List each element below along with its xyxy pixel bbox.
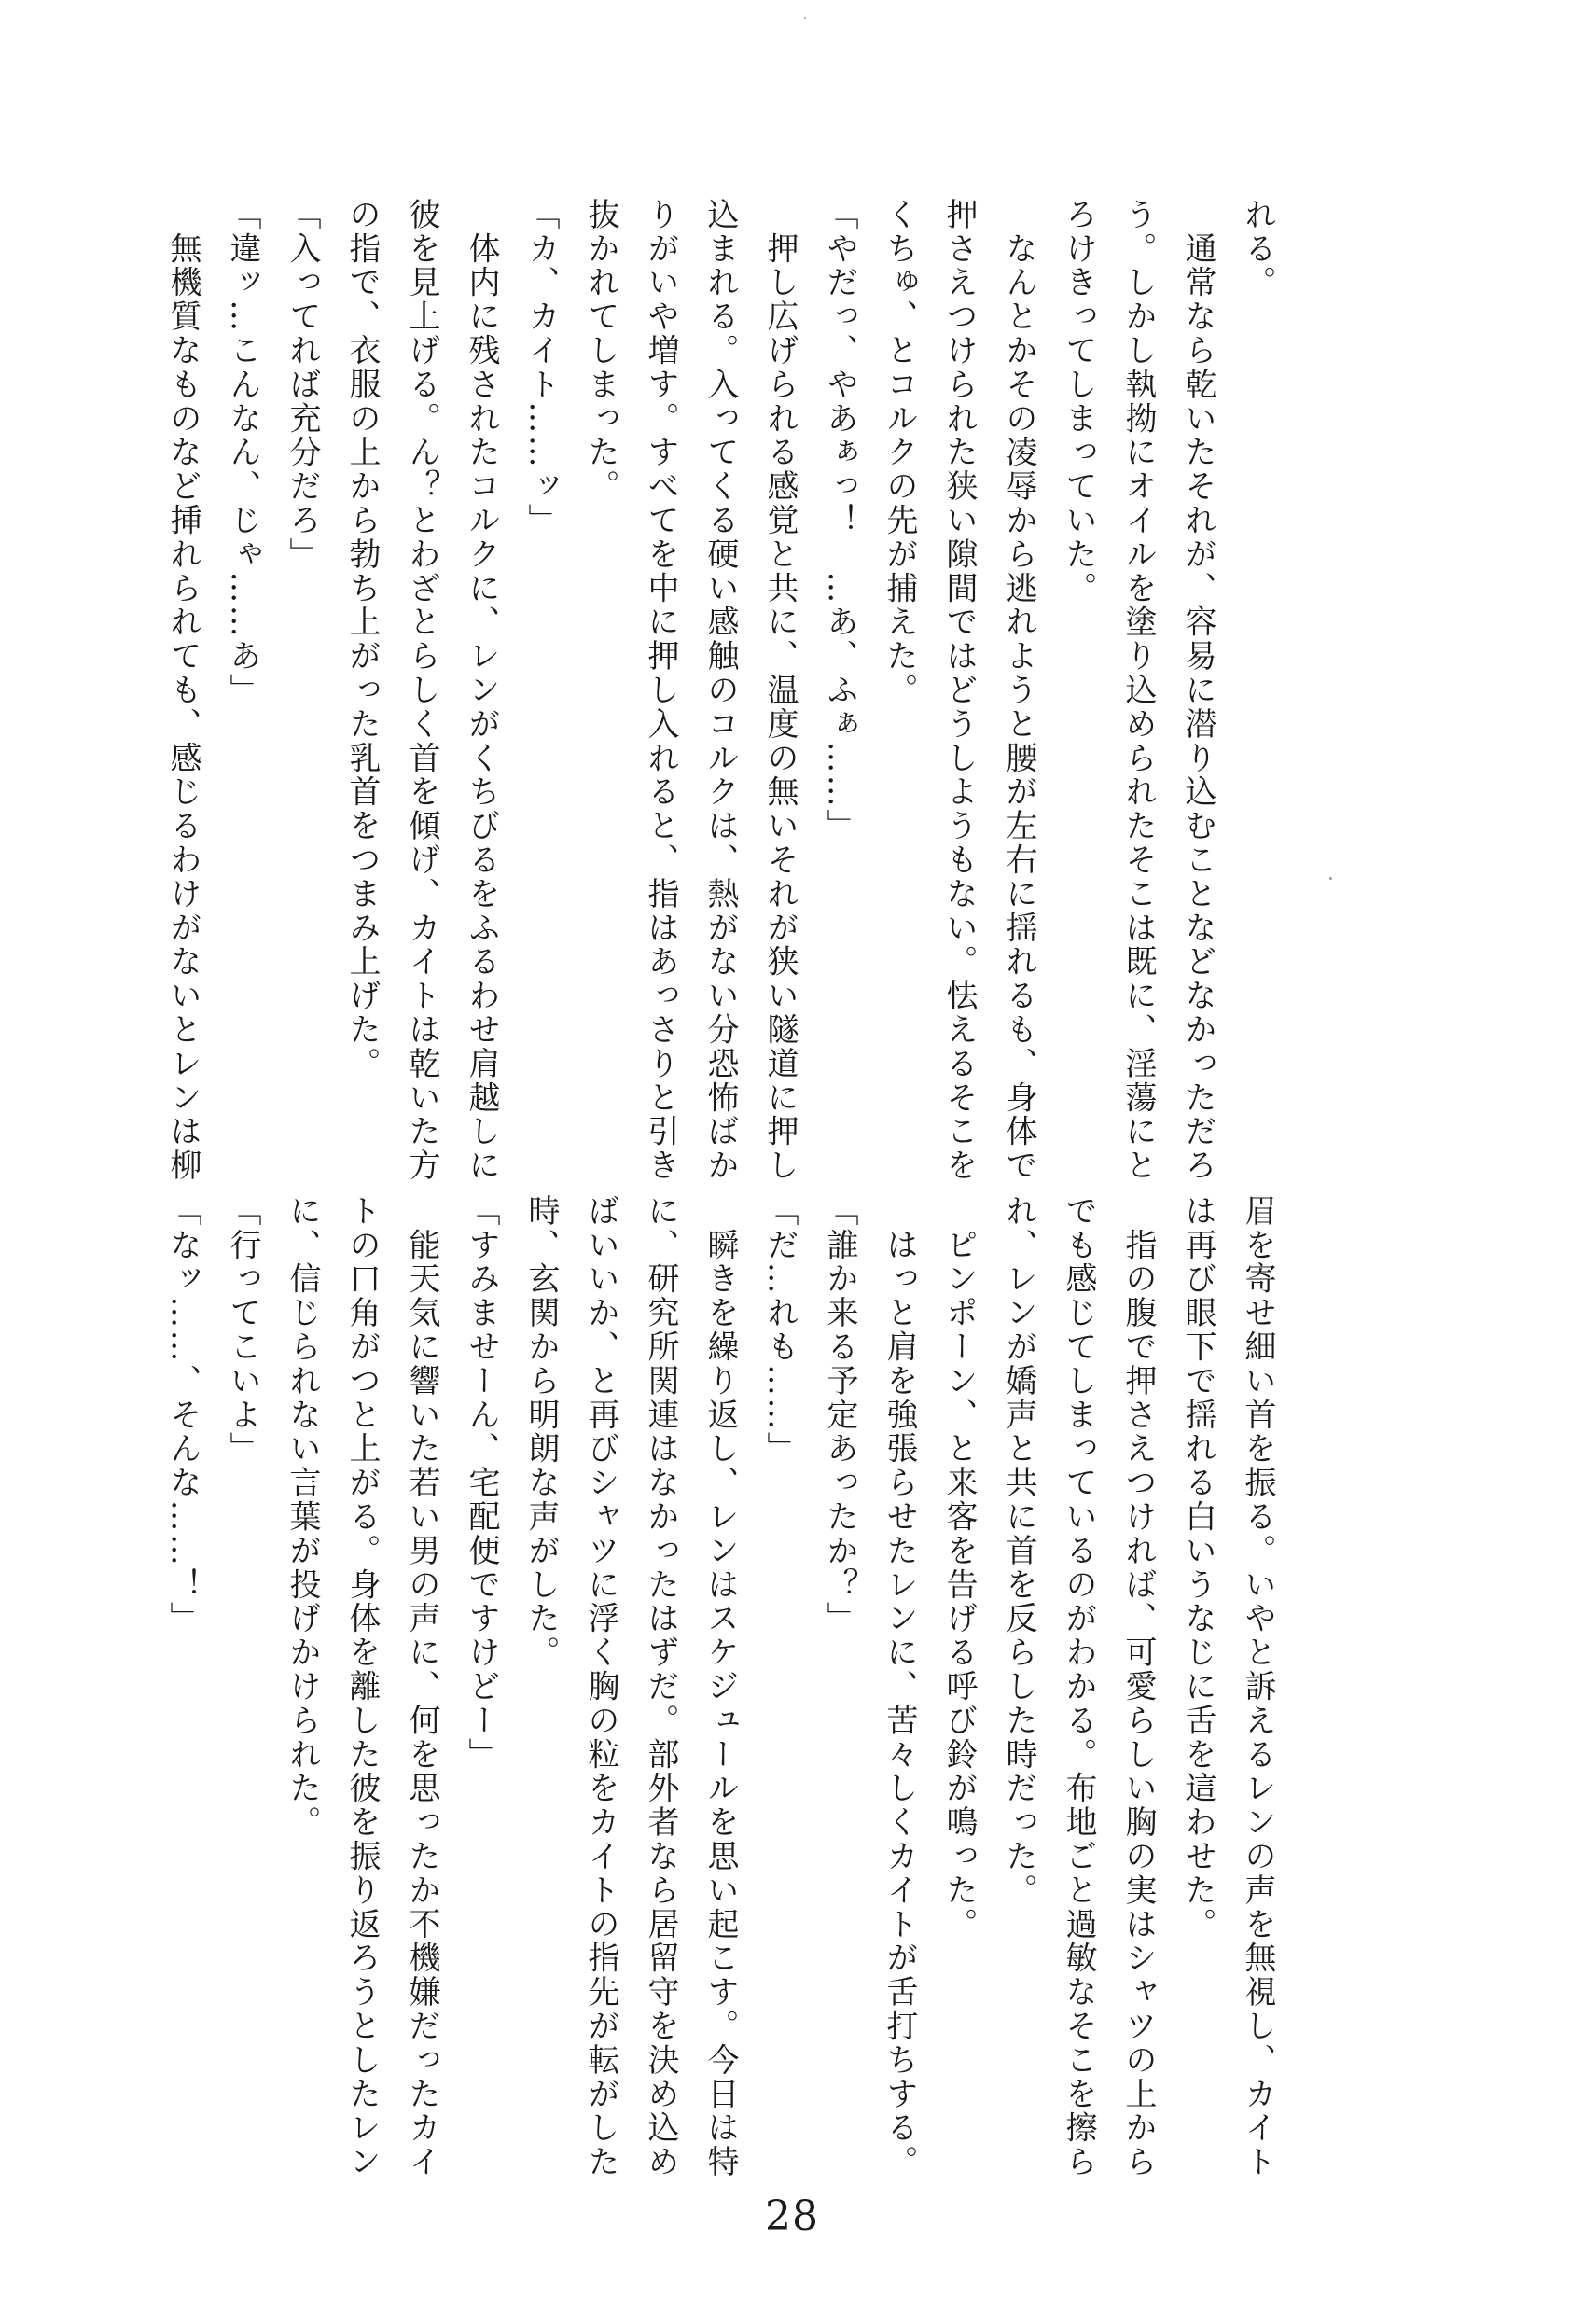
text-line: 通常なら乾いたそれが、容易に潜り込むことなどなかっただろ bbox=[1179, 198, 1216, 1183]
text-line: に、研究所関連はなかったはずだ。部外者なら居留守を決め込め bbox=[642, 1194, 679, 2179]
text-line: 「違ッ…こんなん、じゃ……あ」 bbox=[224, 198, 261, 707]
text-line: に、信じられない言葉が投げかけられた。 bbox=[284, 1194, 321, 1840]
page-number: 28 bbox=[765, 2192, 819, 2240]
text-line: なんとかその凌辱から逃れようと腰が左右に揺れるも、身体で bbox=[1000, 198, 1037, 1183]
text-line: 指の腹で押さえつければ、可愛らしい胸の実はシャツの上から bbox=[1119, 1194, 1157, 2179]
scan-speck bbox=[1329, 877, 1332, 880]
scan-speck bbox=[804, 17, 806, 19]
text-line: はっと肩を強張らせたレンに、苦々しくカイトが舌打ちする。 bbox=[881, 1194, 918, 2179]
text-line: う。しかし執拗にオイルを塗り込められたそこは既に、淫蕩にと bbox=[1119, 198, 1157, 1183]
text-line: 「だ…れも……」 bbox=[761, 1194, 799, 1467]
text-line: 込まれる。入ってくる硬い感触のコルクは、熱がない分恐怖ばか bbox=[702, 198, 739, 1183]
text-line: くちゅ、とコルクの先が捕えた。 bbox=[881, 198, 918, 707]
text-line: りがいや増す。すべてを中に押し入れると、指はあっさりと引き bbox=[642, 198, 679, 1183]
text-line: ばいいか、と再びシャツに浮く胸の粒をカイトの指先が転がした bbox=[582, 1194, 619, 2179]
text-line: れ、レンが嬌声と共に首を反らした時だった。 bbox=[1000, 1194, 1037, 1908]
text-line: 押し広げられる感覚と共に、温度の無いそれが狭い隧道に押し bbox=[761, 198, 799, 1183]
text-line: ピンポーン、と来客を告げる呼び鈴が鳴った。 bbox=[940, 1194, 978, 1941]
text-line: 能天気に響いた若い男の声に、何を思ったか不機嫌だったカイ bbox=[403, 1194, 440, 2179]
text-line: 「行ってこいよ」 bbox=[224, 1194, 261, 1467]
text-line: でも感じてしまっているのがわかる。布地ごと過敏なそこを擦ら bbox=[1060, 1194, 1097, 2179]
text-line: 「すみませーん、宅配便ですけどー」 bbox=[463, 1194, 500, 1772]
text-line: 瞬きを繰り返し、レンはスケジュールを思い起こす。今日は特 bbox=[702, 1194, 739, 2179]
text-line: 体内に残されたコルクに、レンがくちびるをふるわせ肩越しに bbox=[463, 198, 500, 1183]
text-block-bottom bbox=[164, 1194, 1287, 2179]
text-line: 「やだっ、やあぁっ！ …あ、ふぁ……」 bbox=[821, 198, 858, 843]
text-line: 「なッ……、そんな……！」 bbox=[164, 1194, 201, 1636]
text-line: 彼を見上げる。ん？とわざとらしく首を傾げ、カイトは乾いた方 bbox=[403, 198, 440, 1183]
text-line: 「誰か来る予定あったか？」 bbox=[821, 1194, 858, 1636]
text-line: は再び眼下で揺れる白いうなじに舌を這わせた。 bbox=[1179, 1194, 1216, 1941]
text-block-top bbox=[164, 198, 1287, 1183]
text-line: 「入ってれば充分だろ」 bbox=[284, 198, 321, 572]
text-line: ろけきってしまっていた。 bbox=[1060, 198, 1097, 605]
text-line: の指で、衣服の上から勃ち上がった乳首をつまみ上げた。 bbox=[343, 198, 381, 1081]
text-line: れる。 bbox=[1239, 198, 1276, 300]
text-line: 「カ、カイト……ッ」 bbox=[522, 198, 560, 537]
text-line: 眉を寄せ細い首を振る。いやと訴えるレンの声を無視し、カイト bbox=[1239, 1194, 1276, 2179]
text-line: トの口角がつと上がる。身体を離した彼を振り返ろうとしたレン bbox=[343, 1194, 381, 2179]
text-line: 抜かれてしまった。 bbox=[582, 198, 619, 504]
text-line: 押さえつけられた狭い隙間ではどうしようもない。怯えるそこを bbox=[940, 198, 978, 1183]
text-line: 時、玄関から明朗な声がした。 bbox=[522, 1194, 560, 1670]
text-line: 無機質なものなど挿れられても、感じるわけがないとレンは柳 bbox=[164, 198, 201, 1183]
